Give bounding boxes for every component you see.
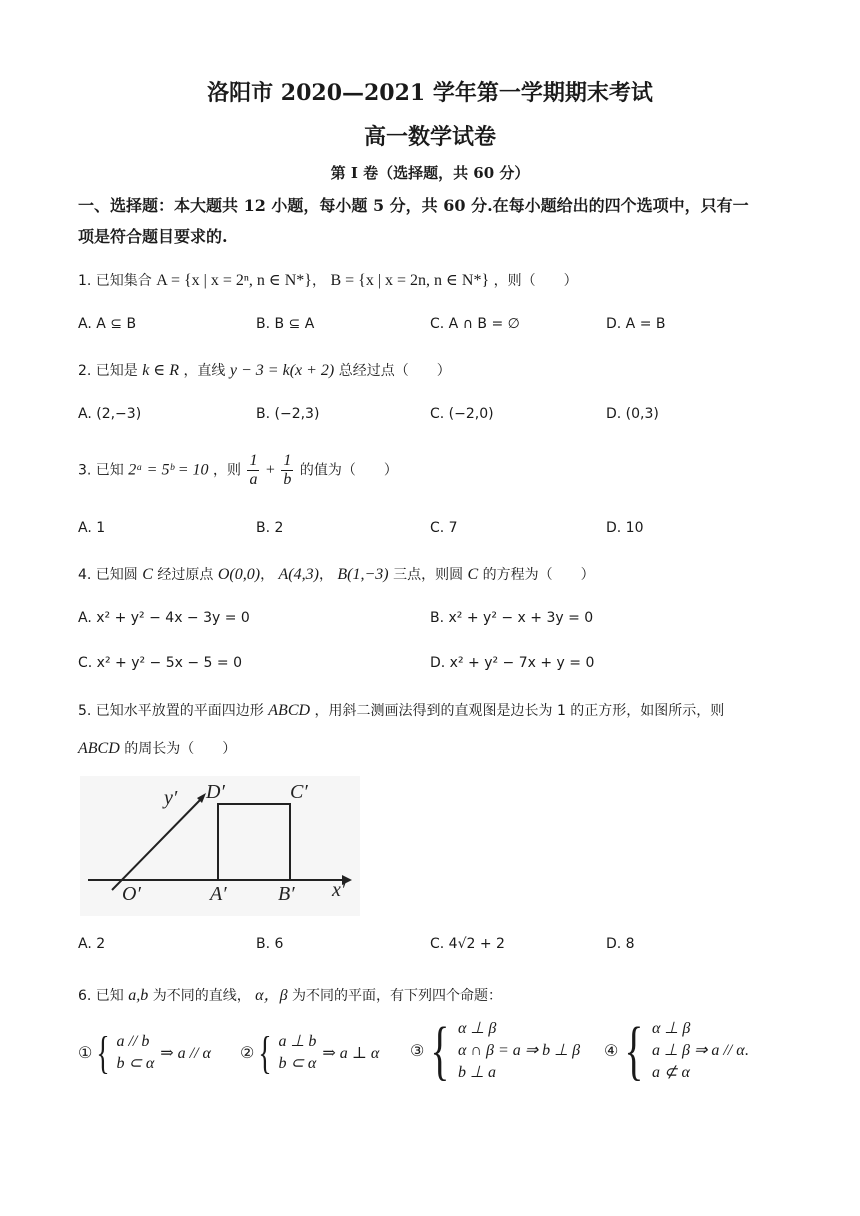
prop3-line3: b ⊥ a [458, 1064, 496, 1081]
q6-alpha-beta: α，β [255, 987, 288, 1004]
q4-point-o: O(0,0) [217, 566, 261, 583]
q1-option-b: B. B ⊆ A [256, 316, 315, 332]
q2-option-d: D. (0,3) [606, 406, 659, 422]
prop2-brace: { [258, 1027, 273, 1078]
q3-frac2-denominator: b [283, 471, 292, 488]
q2-k-in-r: k ∈ R [142, 362, 179, 379]
prop3-line1: α ⊥ β [458, 1020, 497, 1037]
oblique-projection-figure [80, 776, 360, 916]
q1-set-b: B = {x | x = 2n, n ∈ N*} [330, 272, 490, 289]
prop3-line2: α ∩ β = a ⇒ b ⊥ β [458, 1042, 581, 1059]
q5-line1-suffix: ，用斜二测画法得到的直观图是边长为 1 的正方形，如图所示，则 [314, 703, 725, 719]
question-3-stem [78, 452, 398, 489]
label-d-prime: D′ [206, 781, 225, 803]
q1-option-d: D. A = B [606, 316, 666, 332]
label-o-prime: O′ [122, 883, 141, 905]
volume-heading: 第 I 卷（选择题，共 60 分） [330, 164, 530, 182]
q5-option-a: A. 2 [78, 936, 106, 952]
prop4-mark: ④ [604, 1043, 619, 1060]
q3-fraction-1a [247, 452, 259, 489]
section-line-1: 一、选择题：本大题共 12 小题，每小题 5 分，共 60 分.在每小题给出的四个选项中，只有一 [78, 196, 749, 215]
prop3-brace: { [430, 1014, 450, 1087]
q3-suffix: 的值为（ ） [299, 462, 398, 479]
q5-abcd-2: ABCD [78, 740, 120, 757]
q6-suffix: 为不同的平面，有下列四个命题： [292, 988, 502, 1004]
prop2-line1: a ⊥ b [278, 1033, 317, 1050]
q1-option-c: C. A ∩ B = ∅ [430, 316, 520, 332]
prop4-brace: { [624, 1014, 644, 1087]
prop1-line2: b ⊂ α [116, 1055, 155, 1072]
q2-option-b: B. (−2,3) [256, 406, 320, 422]
label-a-prime: A′ [210, 883, 227, 905]
q3-equation: 2ᵃ = 5ᵇ = 10 [128, 461, 209, 479]
prop4-line3: a ⊄ α [652, 1064, 690, 1081]
prop1-brace: { [96, 1027, 111, 1078]
prop2-mark: ② [240, 1045, 255, 1062]
label-x-prime: x′ [332, 879, 346, 901]
prop4-line2: a ⊥ β ⇒ a // α [652, 1042, 745, 1059]
q5-option-d: D. 8 [606, 936, 635, 952]
label-c-prime: C′ [290, 781, 308, 803]
q5-abcd: ABCD [268, 702, 311, 719]
q1-suffix: ，则（ ） [493, 273, 578, 289]
section-instructions [78, 190, 798, 252]
exam-title: 洛阳市 2020—2021 学年第一学期期末考试 [207, 80, 653, 106]
q3-mid: ，则 [213, 462, 241, 479]
section-line-2: 项是符合题目要求的. [78, 227, 228, 246]
prop1-line1: a // b [116, 1033, 150, 1050]
q3-frac2-numerator: 1 [283, 452, 292, 469]
label-b-prime: B′ [278, 883, 295, 905]
q3-prefix: 3. 已知 [78, 462, 124, 479]
q5-line2-suffix: 的周长为（ ） [124, 741, 237, 757]
q3-frac1-numerator: 1 [249, 452, 258, 469]
q4-circle-c: C [142, 566, 153, 583]
exam-subtitle: 高一数学试卷 [363, 124, 496, 150]
prop1-mark: ① [78, 1045, 93, 1062]
q3-option-c: C. 7 [430, 520, 458, 536]
q3-fraction-1b [281, 452, 293, 489]
q6-proposition-3 [410, 1014, 581, 1087]
q6-prefix: 6. 已知 [78, 988, 124, 1004]
question-6-stem [78, 982, 502, 1005]
prop2-conclusion: ⇒ a ⊥ α [322, 1045, 380, 1062]
prop2-line2: b ⊂ α [278, 1055, 317, 1072]
q6-mid1: 为不同的直线， [152, 988, 251, 1004]
q3-option-d: D. 10 [606, 520, 644, 536]
question-5-stem-line2 [78, 738, 236, 758]
q4-option-a: A. x² + y² − 4x − 3y = 0 [78, 610, 250, 626]
q2-option-c: C. (−2,0) [430, 406, 494, 422]
q2-prefix: 2. 已知是 [78, 363, 138, 379]
prop4-line1: α ⊥ β [652, 1020, 691, 1037]
q2-suffix: 总经过点（ ） [338, 363, 451, 379]
question-1-stem: 1. 已知集合 A = {x | x = 2ⁿ, n ∈ N*}， B = {x | x = 2n, n ∈ N*} ，则（ ） [78, 272, 578, 289]
q3-frac1-denominator: a [249, 471, 258, 488]
q4-point-b: B(1,−3) [337, 566, 389, 583]
q3-option-a: A. 1 [78, 520, 106, 536]
q5-option-b: B. 6 [256, 936, 284, 952]
q3-option-b: B. 2 [256, 520, 284, 536]
q4-option-d: D. x² + y² − 7x + y = 0 [430, 655, 595, 671]
q2-line-equation: y − 3 = k(x + 2) [229, 362, 335, 379]
q4-mid2: 三点，则圆 [393, 567, 464, 583]
question-5-stem-line1 [78, 700, 724, 720]
label-y-prime: y′ [164, 787, 178, 809]
q2-option-a: A. (2,−3) [78, 406, 142, 422]
q6-proposition-2 [240, 1027, 380, 1078]
q3-plus: + [265, 461, 275, 479]
q6-proposition-1 [78, 1027, 211, 1078]
q6-ab: a,b [128, 987, 149, 1004]
question-2-stem [78, 360, 451, 380]
question-4-stem: 4. 已知圆 C 经过原点 O(0,0)， A(4,3)， B(1,−3) 三点，则圆 C 的方程为（ ） [78, 566, 595, 583]
q4-point-a: A(4,3) [278, 566, 319, 583]
q6-proposition-4 [604, 1014, 749, 1087]
q4-prefix: 4. 已知圆 [78, 567, 138, 583]
q1-prefix: 1. 已知集合 [78, 273, 152, 289]
prop1-conclusion: ⇒ a // α [160, 1045, 211, 1062]
q5-option-c: C. 4√2 + 2 [430, 936, 505, 952]
prop3-mark: ③ [410, 1043, 425, 1060]
q5-prefix: 5. 已知水平放置的平面四边形 [78, 703, 264, 719]
q1-option-a: A. A ⊆ B [78, 316, 137, 332]
prop4-period: . [744, 1042, 749, 1059]
q4-circle-c-2: C [467, 566, 479, 583]
q4-option-b: B. x² + y² − x + 3y = 0 [430, 610, 594, 626]
q4-option-c: C. x² + y² − 5x − 5 = 0 [78, 655, 243, 671]
q4-suffix: 的方程为（ ） [482, 567, 595, 583]
q4-mid1: 经过原点 [157, 567, 214, 583]
q1-set-a: A = {x | x = 2ⁿ, n ∈ N*} [156, 272, 312, 289]
q2-mid: ，直线 [183, 363, 226, 379]
